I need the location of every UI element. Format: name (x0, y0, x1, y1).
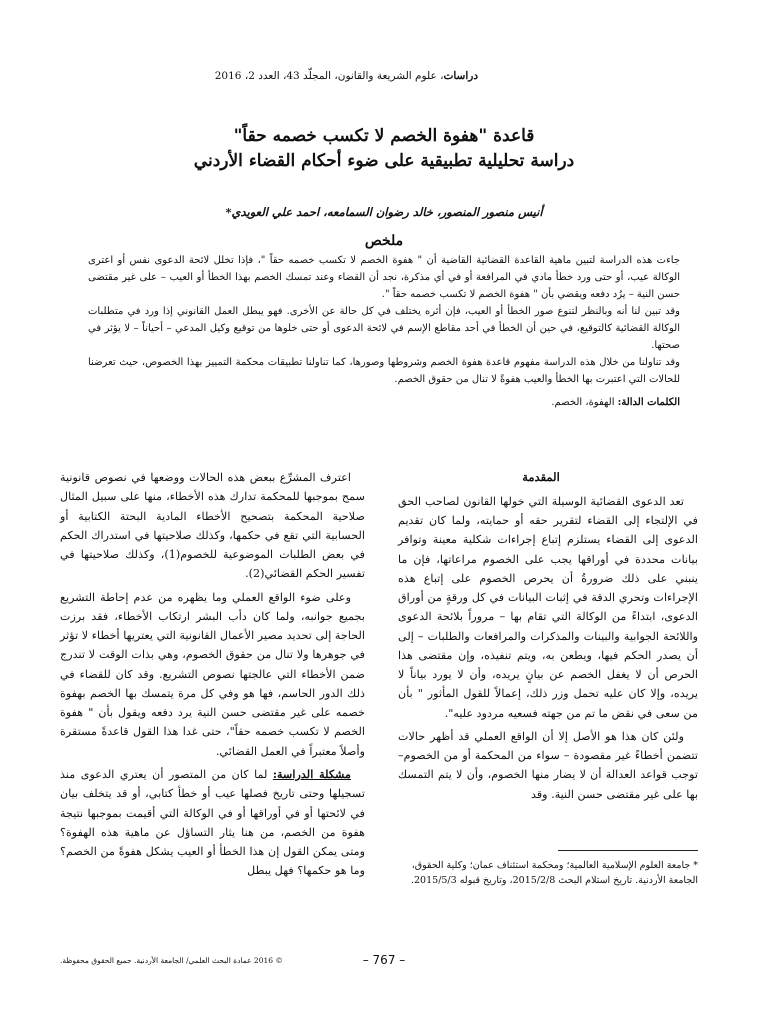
abstract (88, 252, 680, 411)
title-line-1: قاعدة "هفوة الخصم لا تكسب خصمه حقاً" (233, 126, 535, 146)
body-paragraph: ولئن كان هذا هو الأصل إلا أن الواقع العملي قد أظهر حالات تتضمن أخطاءً غير مقصودة – سواء من المحكمة أو من الخصوم– توجب قواعد العدالة أن لا يضار منها الخصوم، وأن لا يتم التمسك بها على غير مقتضى حسن النية. وقد (398, 729, 698, 801)
body-paragraph: تعد الدعوى القضائية الوسيلة التي خولها القانون لصاحب الحق في الإلتجاء إلى القضاء لتقرير حقه أو حمايته، ولما كان تقديم الدعوى إلى القضاء يستلزم إتباع إجراءات شكلية معينة وتوافر بيانات محددة في أوراقها يجب على الخصوم مراعاتها، فإن ما ينبني على ذلك ضرورةُ أن يحرص الخصوم على إتباع هذه الإجراءات وتحري الدقة في إثبات البيانات في كل ورقةٍ من أوراق الدعوى، ابتداءً من الوكالة التي تقام بها – مروراً بلائحة الدعوى واللائحة الجوابية والبينات والمذكرات والمرافعات والطلبات – إلى أن يصدر الحكم فيها، ويطعن به، ويتم تنفيذه، وإن مقتضى هذا الحرص أن لا يغفل الخصم عن بيانٍ يريده، وأن لا يورد بياناً لا يريده، وإلا كان عليه تحمل وزر ذلك، إعمالاً للقول المأثور " بأن من سعى في نقض ما تم من جهته فسعيه مردود عليه". (398, 494, 698, 720)
article-title (120, 124, 648, 173)
left-column (60, 468, 365, 885)
problem-text: لما كان من المتصور أن يعتري الدعوى منذ تسجيلها وحتى تاريخ فصلها عيب أو خطأ كتابي، أو قد يتخلف بيان في لائحتها أو في أوراقها أو في الوكالة التي أقيمت بموجبها نتيجة هفوة من الخصم، من هنا يثار التساؤل عن ماهية هذه الهفوة؟ ومتى يمكن القول إن هذا الخطأ أو العيب يشكل هفوةً من الخصم؟ وما هو حكمها؟ فهل يبطل (60, 767, 365, 878)
problem-paragraph (60, 765, 365, 881)
copyright-notice: © 2016 عمادة البحث العلمي/ الجامعة الأردنية. جميع الحقوق محفوظة. (60, 956, 283, 965)
running-header (78, 70, 478, 84)
keywords (88, 394, 680, 411)
abstract-paragraph: وقد تبين لنا أنه وبالنظر لتنوع صور الخطأ أو العيب، فإن أثره يختلف في كل حالة عن الأخرى. فهو يبطل العمل القانوني إذا ورد في متطلبات الوكالة القضائية كالتوقيع، في حين أن الخطأ في أحد مقاطع الإسم في لائحة الدعوى أو حتى خلوها من توقيع وكيل المدعي – أحياناً – لا يؤثر في صحتها. (88, 306, 680, 351)
body-paragraph: اعترف المشرِّع ببعض هذه الحالات ووضعها في نصوص قانونية سمح بموجبها للمحكمة تدارك هذه الأخطاء، منها على سبيل المثال صلاحية المحكمة بتصحيح الأخطاء المادية البحتة الكتابية أو الحسابية التي تقع في حكمها، وكذلك صلاحيتها في استدراك الحكم في بعض الطلبات الموضوعية للخصوم(1)، وكذلك صلاحيتها في تفسير الحكم القضائي(2). (60, 471, 366, 581)
footnote: * جامعة العلوم الإسلامية العالمية؛ ومحكمة استئناف عمان؛ وكلية الحقوق، الجامعة الأردنية. تاريخ استلام البحث 2015/2/8، وتاريخ قبوله 2015/5/3. (410, 860, 698, 887)
journal-name: دراسات (443, 70, 478, 82)
footnote-divider (558, 850, 698, 851)
abstract-heading: ملخص (364, 233, 404, 249)
problem-label: مشكلة الدراسة: (272, 766, 351, 781)
abstract-paragraph: وقد تناولنا من خلال هذه الدراسة مفهوم قاعدة هفوة الخصم وشروطها وصورها، كما تناولنا تطبيقات محكمة التمييز بهذا الخصوص، حيث تعرضنا للحالات التي اعتبرت بها الخطأ والعيب هفوةً لا تنال من حقوق الخصم. (88, 357, 680, 385)
right-column (398, 468, 698, 808)
page-number: – 767 – (362, 953, 406, 967)
title-line-2: دراسة تحليلية تطبيقية على ضوء أحكام القضاء الأردني (193, 150, 575, 171)
introduction-heading: المقدمة (522, 470, 560, 484)
authors: أنيس منصور المنصور، خالد رضوان السمامعه، احمد علي العويدي* (225, 205, 543, 219)
body-paragraph: وعلى ضوء الواقع العملي وما يظهره من عدم إحاطة التشريع بجميع جوانبه، ولما كان دأب البشر ارتكاب الأخطاء، فقد برزت الحاجة إلى تحديد مصير الأعمال القانونية التي يعتريها أخطاء لا تؤثر في جوهرها ولا تنال من حقوق الخصوم، وهي بذات الوقت لا تندرج ضمن الأخطاء التي عالجتها نصوص التشريع. وقد كان للقضاء في ذلك الدور الحاسم، فها هو وفي كل مرة يتمسك بها الخصم بهفوة خصمه على غير مقتضى حسن النية يرد دفعه ويقول بأن " هفوة الخصم لا تكسب خصمه حقاً"، حتى غدا هذا القول قاعدةً مستقرة وأصلاً معتبراً في العمل القضائي. (60, 590, 365, 758)
journal-issue-info: ، علوم الشريعة والقانون، المجلّد 43، العدد 2، 2016 (214, 70, 444, 82)
keywords-value: الهفوة، الخصم. (551, 397, 615, 408)
keywords-label: الكلمات الدالة: (617, 397, 680, 408)
abstract-paragraph: جاءت هذه الدراسة لتبين ماهية القاعدة القضائية القاضية أن " هفوة الخصم لا تكسب خصمه حقاً "، فإذا تخلل لائحة الدعوى نفس أو اعترى الوكالة عيب، أو حتى ورد خطأ مادي في المرافعة أو في أي مذكرة، نجد أن القضاء وعند تمسك الخصم بهذا الخطأ أو العيب – على غير مقتضى حسن النية – يرُد دفعه ويقضي بأن " هفوة الخصم لا تكسب خصمه حقاً ". (88, 255, 680, 300)
